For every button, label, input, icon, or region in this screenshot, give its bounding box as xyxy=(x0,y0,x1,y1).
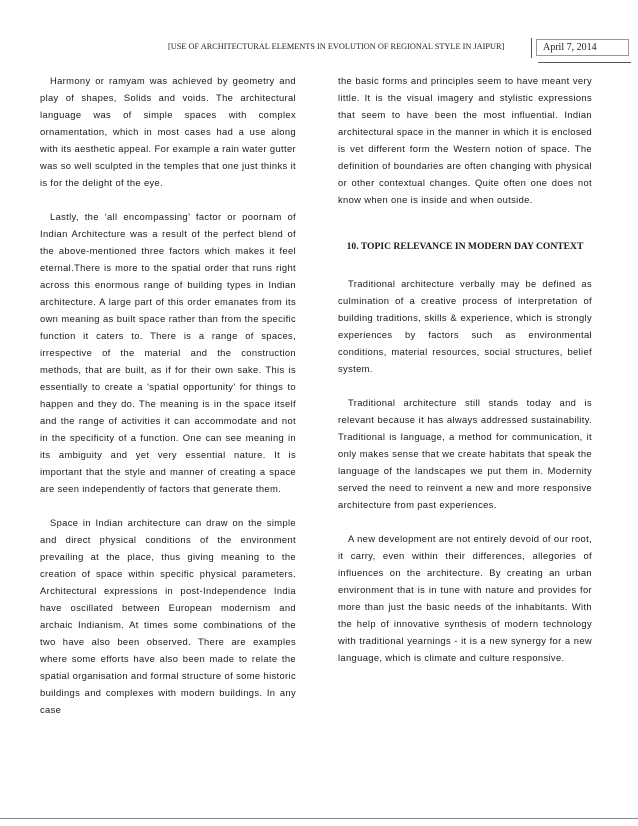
paragraph-continuation: the basic forms and principles seem to have meant very little. It is the visual imagery and stylistic expressions that seem to have been the most influential. Indian architectural space in the manner in which it is enclosed is vet different form the Western notion of space. The definition of boundaries are often changing with physical or other contextual changes. Quite often one does not know when one is inside and when outside. xyxy=(338,75,592,205)
right-column xyxy=(338,72,592,683)
header-separator xyxy=(531,38,532,58)
header-date-box: April 7, 2014 xyxy=(536,39,629,56)
paragraph-sustainability: Traditional architecture still stands today and is relevant because it has always addressed sustainability. Traditional is language, a method for communication, it only makes sense that we create habitats that speak the language of the landscapes we put them in. Modernity served the need to reinvent a new and more responsive architecture from past experiences. xyxy=(338,397,592,510)
paragraph-poornam: Lastly, the ‘all encompassing’ factor or poornam of Indian Architecture was a result of the perfect blend of the above-mentioned three factors which makes it feel eternal.There is more to the spatial order that runs right across this enormous range of building types in Indian architecture. A large part of this order emanates from its own meaning as built space rather than from the specific function it caters to. There is a range of spaces, irrespective of the material and the construction methods, that are built, as if for their own sake. This is essentially to create a 'spatial opportunity' for things to happen and they do. The meaning is in the space itself and the range of activities it can accommodate and not in the specificity of a function. One can see meaning in its ambiguity and yet very essential nature. It is important that the style and manner of creating a space are seen independently of factors that generate them. xyxy=(40,211,296,494)
section-heading: 10. TOPIC RELEVANCE IN MODERN DAY CONTEXT xyxy=(346,241,584,252)
left-column xyxy=(40,72,296,718)
paragraph-traditional-definition: Traditional architecture verbally may be defined as culmination of a creative process of interpretation of building traditions, skills & experience, which is strongly experiences by factors such as environmental conditions, material resources, social structures, belief system. xyxy=(338,278,592,374)
header-underline xyxy=(538,62,631,63)
footer-rule xyxy=(0,818,638,819)
page-header xyxy=(0,38,638,60)
running-header-title: [USE OF ARCHITECTURAL ELEMENTS IN EVOLUTION OF REGIONAL STYLE IN JAIPUR] xyxy=(168,42,505,51)
paragraph-new-development: A new development are not entirely devoid of our root, it carry, even within their differences, allegories of influences on the architecture. By creating an urban environment that is in tune with nature and provides for more than just the basic needs of the inhabitants. With the help of innovative synthesis of modern technology with traditional yearnings - it is a new synergy for a new language, which is climate and culture responsive. xyxy=(338,533,592,663)
paragraph-space: Space in Indian architecture can draw on the simple and direct physical conditions of the environment prevailing at the place, thus giving meaning to the creation of space within specific physical parameters. Architectural expressions in post-Independence India have oscillated between European modernism and archaic Indianism. At times some combinations of the two have also been observed. There are examples where some efforts have also been made to relate the spatial organisation and formal structure of some historic buildings and complexes with modern buildings. In any case xyxy=(40,517,296,715)
paragraph-harmony: Harmony or ramyam was achieved by geometry and play of shapes, Solids and voids. The architectural language was of simple spaces with complex ornamentation, which in most cases had a use along with its aesthetic appeal. For example a rain water gutter was so well sculpted in the temples that one just thinks it is for the delight of the eye. xyxy=(40,75,296,188)
